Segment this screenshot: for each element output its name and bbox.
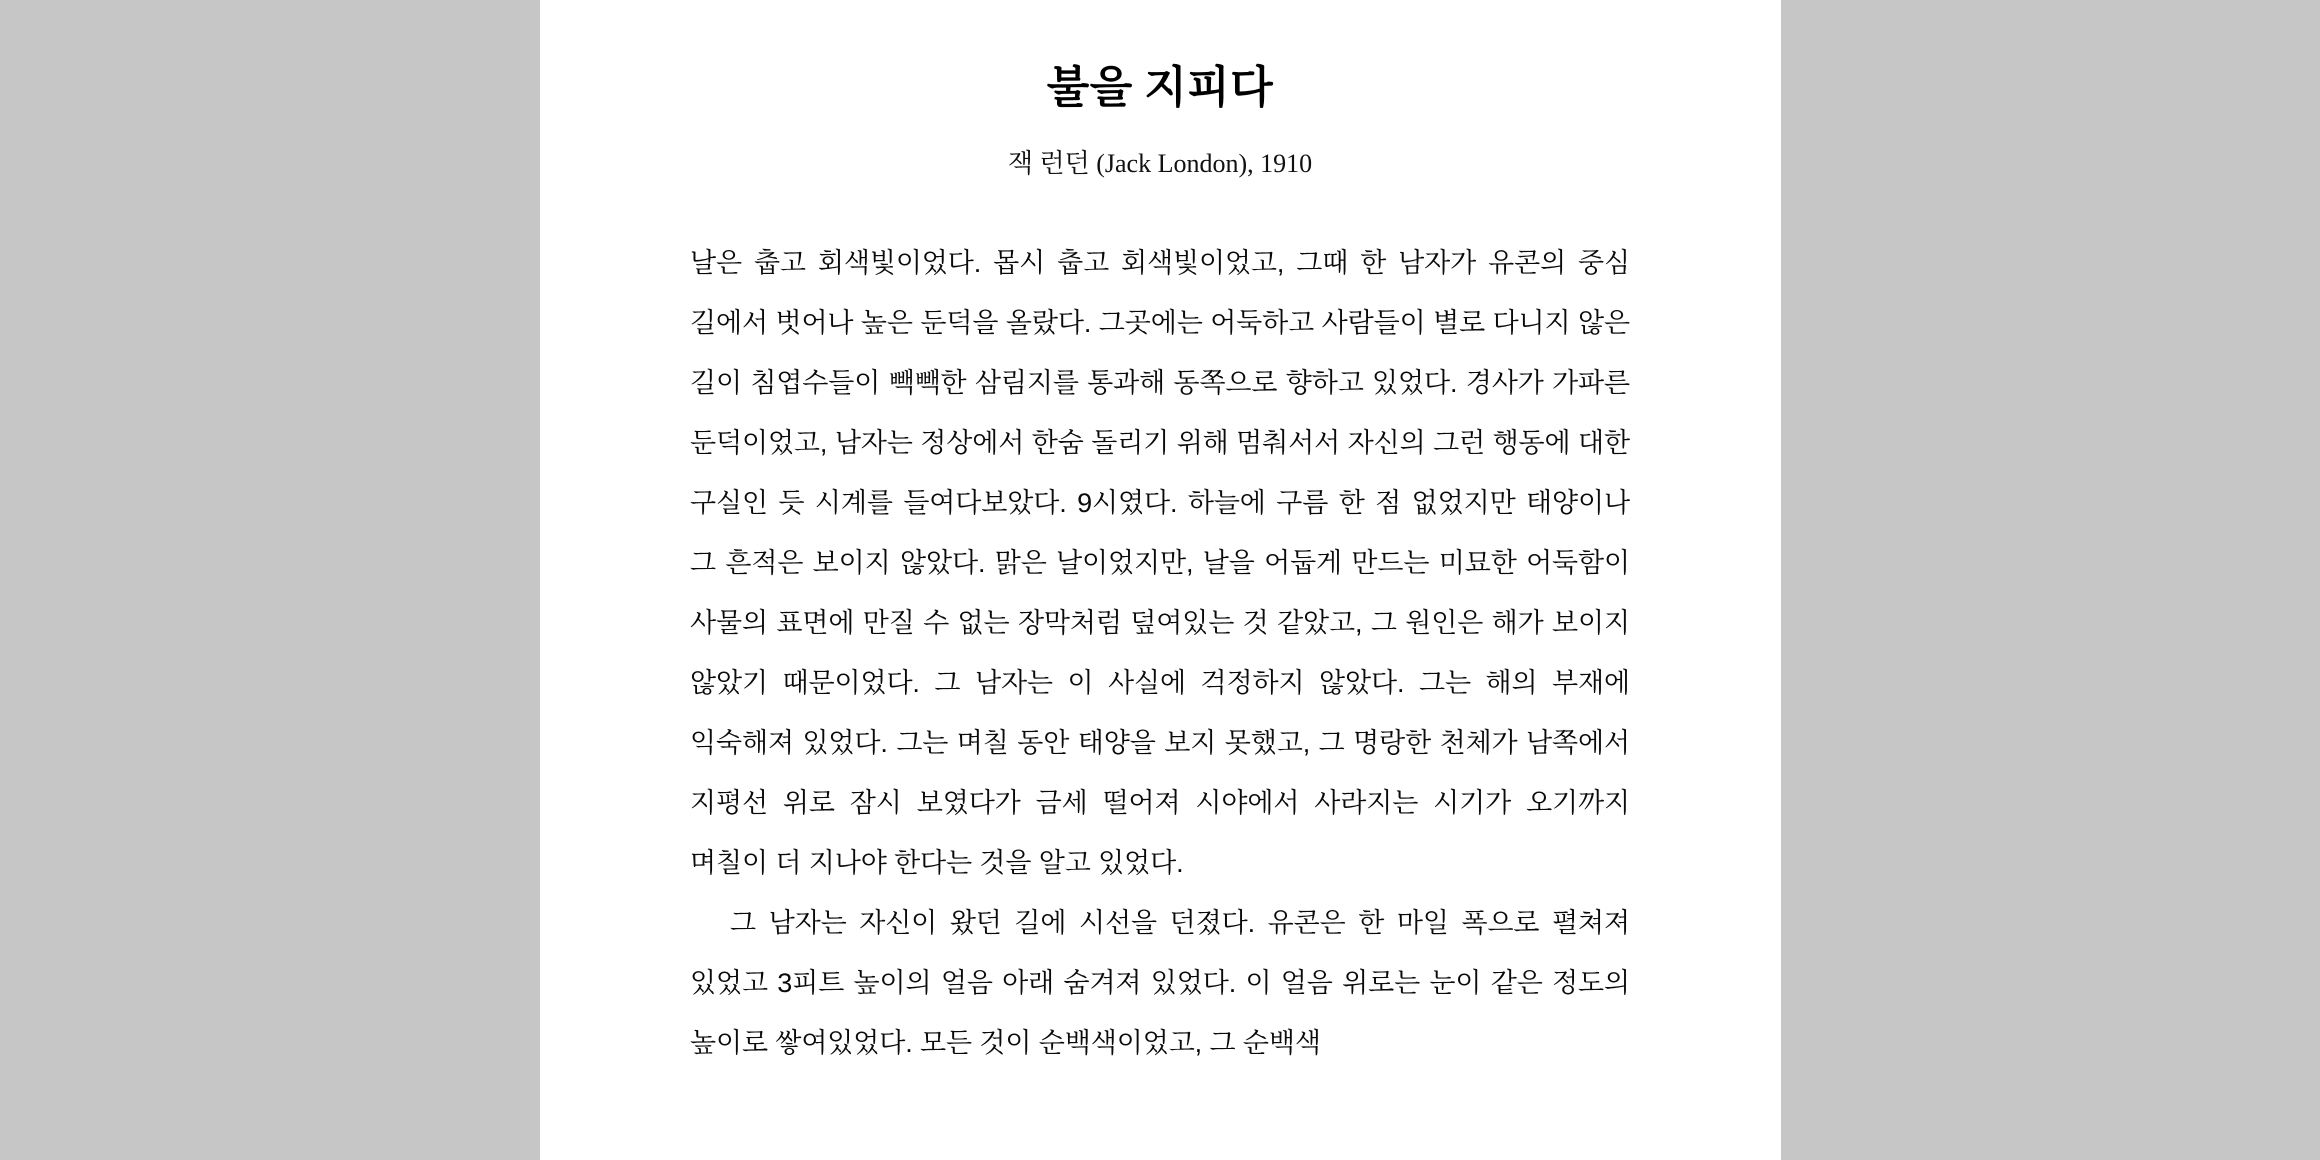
body-paragraph: 그 남자는 자신이 왔던 길에 시선을 던졌다. 유콘은 한 마일 폭으로 펼쳐져 있었고 3피트 높이의 얼음 아래 숨겨져 있었다. 이 얼음 위로는 눈이 같은 정도의 높이로 쌓여있었다. 모든 것이 순백색이었고, 그 순백색 xyxy=(690,907,1630,1058)
page-content-area xyxy=(690,0,1630,1073)
author-byline: 잭 런던 (Jack London), 1910 xyxy=(1007,148,1313,178)
document-page xyxy=(540,0,1781,1160)
document-body xyxy=(690,181,1630,1073)
page-title: 불을 지피다 xyxy=(1046,63,1274,112)
body-paragraph: 날은 춥고 회색빛이었다. 몹시 춥고 회색빛이었고, 그때 한 남자가 유콘의 중심 길에서 벗어나 높은 둔덕을 올랐다. 그곳에는 어둑하고 사람들이 별로 다니지 않은 길이 침엽수들이 빽빽한 삼림지를 통과해 동쪽으로 향하고 있었다. 경사가 가파른 둔덕이었고, 남자는 정상에서 한숨 돌리기 위해 멈춰서서 자신의 그런 행동에 대한 구실인 듯 시계를 들여다보았다. 9시였다. 하늘에 구름 한 점 없었지만 태양이나 그 흔적은 보이지 않았다. 맑은 날이었지만, 날을 어둡게 만드는 미묘한 어둑함이 사물의 표면에 만질 수 없는 장막처럼 덮여있는 것 같았고, 그 원인은 해가 보이지 않았기 때문이었다. 그 남자는 이 사실에 걱정하지 않았다. 그는 해의 부재에 익숙해져 있었다. 그는 며칠 동안 태양을 보지 못했고, 그 명랑한 천체가 남쪽에서 지평선 위로 잠시 보였다가 금세 떨어져 시야에서 사라지는 시기가 오기까지 며칠이 더 지나야 한다는 것을 알고 있었다. xyxy=(690,247,1630,878)
